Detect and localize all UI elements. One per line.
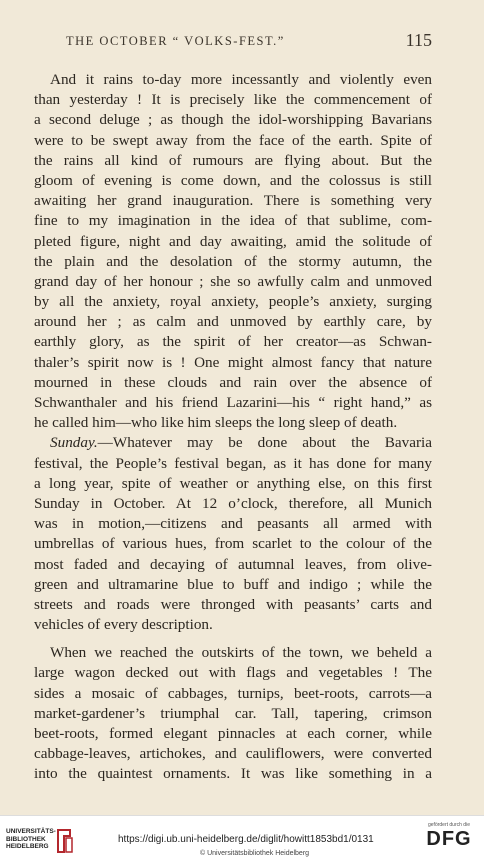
text-line — [34, 433, 432, 453]
day-heading: Sunday. — [50, 434, 98, 452]
paragraph-gap — [34, 635, 432, 643]
library-name-line: BIBLIOTHEK — [6, 835, 46, 843]
text-line: he called him—who like him sleeps the long sleep of death. — [34, 414, 398, 432]
text-line: pleted figure, night and day awaiting, amid the solitude of — [34, 232, 432, 250]
funder-caption: gefördert durch die — [428, 822, 470, 828]
text-line: around her ; as calm and unmoved by earthly care, by — [34, 313, 432, 331]
funder-name: DFG — [426, 828, 472, 850]
text-line: fine to my imagination in the idea of that sublime, com- — [34, 212, 432, 230]
text-line: than yesterday ! It is precisely like the commencement of — [34, 91, 432, 109]
permalink-url[interactable]: https://digi.ub.uni-heidelberg.de/diglit/howitt1853bd1/0131 — [118, 834, 374, 845]
text-line: grand day of her honour ; she so awfully calm and unmoved — [34, 272, 432, 290]
text-line: mourned in these clouds and rain over the absence of — [34, 373, 432, 391]
text-line: a second deluge ; as though the idol-worshipping Bavarians — [34, 111, 432, 129]
text-line: the plain and the desolation of the stormy autumn, the — [34, 252, 432, 270]
text-line: the rains all kind of rumours are flying about. But the — [34, 151, 432, 169]
text-line: gloom of evening is come down, and the colossus is still — [34, 171, 432, 189]
text-line: most faded and decaying of autumnal leaves, from olive- — [34, 555, 432, 573]
text-line: vehicles of every description. — [34, 616, 213, 634]
text-line: Schwanthaler and his friend Lazarini—his “ right hand,” as — [34, 394, 432, 411]
text-line: awaiting her grand inauguration. There is something very — [34, 192, 432, 210]
dfg-logo[interactable] — [422, 822, 476, 850]
library-emblem-icon — [56, 828, 74, 854]
paragraph-1 — [34, 70, 432, 433]
page-number: 115 — [405, 30, 432, 50]
text-line: by all the anxiety, royal anxiety, people’s anxiety, surging — [34, 293, 432, 311]
text-line: umbrellas of various hues, from scarlet to the colour of the — [34, 535, 432, 553]
text-line: into the quaintest ornaments. It was like something in a — [34, 765, 432, 783]
text-line: When we reached the outskirts of the town, we beheld a — [50, 644, 432, 662]
university-library-logo[interactable] — [6, 828, 72, 858]
text-line: sides a mosaic of cabbages, turnips, beet-roots, carrots—a — [34, 684, 432, 702]
text-line: Sunday in October. At 12 o’clock, therefore, all Munich — [34, 494, 432, 512]
text-line: thaler’s spirit now is ! One might almost fancy that nature — [34, 353, 432, 371]
text-line: earthly glory, as the spirit of her creator—as Schwan- — [34, 333, 432, 351]
library-name-line: HEIDELBERG — [6, 843, 49, 850]
library-name-line: UNIVERSITÄTS- — [6, 828, 56, 835]
text-line: cabbage-leaves, artichokes, and cauliflowers, were converted — [34, 745, 432, 763]
text-line: And it rains to-day more incessantly and violently even — [50, 71, 432, 88]
paragraph-2 — [34, 433, 432, 635]
text-body — [34, 70, 432, 785]
text-line: streets and roads were thronged with peasants’ carts and — [34, 595, 432, 613]
running-title: THE OCTOBER “ VOLKS-FEST.” — [66, 34, 285, 48]
copyright-notice: © Universitätsbibliothek Heidelberg — [200, 850, 310, 857]
text-line: green and ultramarine blue to buff and indigo ; while the — [34, 575, 432, 593]
text-line: was in motion,—citizens and peasants all armed with — [34, 515, 432, 533]
text-line: market-gardener’s triumphal car. Tall, tapering, crimson — [34, 704, 432, 722]
text-line: beet-roots, formed elegant pinnacles at each corner, while — [34, 725, 432, 742]
text-line: were to be swept away from the face of the earth. Spite of — [34, 131, 432, 149]
text-span: —Whatever may be done about the Bavaria — [97, 434, 432, 452]
text-line: festival, the People’s festival began, as it has done for many — [34, 454, 432, 472]
text-line: large wagon decked out with flags and vegetables ! The — [34, 664, 432, 682]
paragraph-3 — [34, 643, 432, 784]
viewer-footer — [0, 815, 484, 864]
text-line: a long year, spite of weather or anything else, on this first — [34, 474, 432, 492]
